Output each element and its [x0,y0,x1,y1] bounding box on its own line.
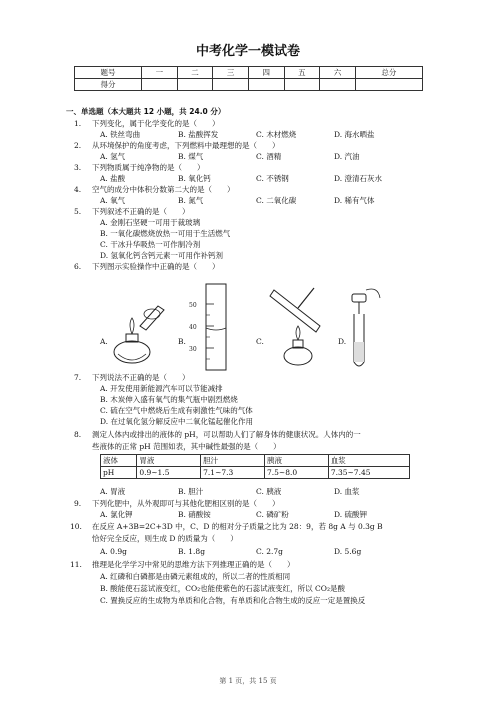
score-cell: 得分 [75,79,142,91]
score-cell: 总分 [355,67,422,79]
score-cell: 六 [320,67,356,79]
page-footer: 第 1 页，共 15 页 [219,677,277,685]
table-cell: 血浆 [328,455,409,467]
option-b: B. [178,337,186,346]
option-d: D. 汽油 [334,152,360,161]
score-cell: 二 [177,67,213,79]
score-cell: 一 [142,67,178,79]
question-number: 7. [74,373,82,382]
option-a: A. 0.9g [100,547,127,556]
option-c: C. 二氧化碳 [256,196,297,205]
option-b: B. 1.8g [178,547,206,556]
question-stem: 下列说法不正确的是（ ） [92,373,190,382]
option-d: D. 氢氧化钙含钙元素一可用作补钙剂 [100,251,224,260]
question-stem-continued: 恰好完全反应，则生成 D 的质量为（ ） [92,534,238,543]
option-d: D. 稀有气体 [334,196,375,205]
figure-a-lamp [110,296,170,368]
score-cell: 题号 [75,67,142,79]
option-d: D. 澄清石灰水 [334,174,383,183]
option-c: C. 置换反应的生成物为单质和化合物，有单质和化合物生成的反应一定是置换反 [100,596,366,605]
question-number: 9. [74,499,82,508]
figure-d-dropper [348,284,388,372]
figure-c-heating [268,286,334,370]
table-cell: 胰液 [264,455,328,467]
option-a: A. 氧气 [100,196,126,205]
option-b: B. 酸能使石蕊试液变红，CO₂也能使紫色的石蕊试液变红，所以 CO₂是酸 [100,584,345,593]
table-cell: 胆汁 [201,455,265,467]
option-c: C. 胰液 [256,487,282,496]
option-b: B. 木炭伸入盛有氧气的集气瓶中剧烈燃烧 [100,395,238,404]
option-b: B. 盐酸挥发 [178,130,219,139]
question-stem: 下列图示实验操作中正确的是（ ） [92,262,220,271]
option-b: B. 氧化钙 [178,174,211,183]
question-number: 4. [74,185,82,194]
table-cell: pH [101,467,137,479]
score-cell: 五 [284,67,320,79]
option-a: A. 胃液 [100,487,126,496]
score-cell [177,79,213,91]
question-stem: 从环境保护的角度考虑，下列燃料中最理想的是（ ） [92,141,280,150]
table-cell: 7.1~7.3 [201,467,265,479]
question-number: 8. [74,430,82,439]
option-b: B. 硝酸铵 [178,510,211,519]
option-d: D. [338,337,347,346]
question-stem: 下列化肥中，从外观即可与其他化肥相区别的是（ ） [92,499,280,508]
score-value-row [75,79,423,91]
score-cell: 四 [248,67,284,79]
option-d: D. 硫酸钾 [334,510,368,519]
ph-table [100,454,410,479]
option-d: D. 海水晒盐 [334,130,375,139]
option-b: B. 一氧化碳燃烧放热一可用于生活燃气 [100,229,231,238]
table-cell: 7.35~7.45 [328,467,409,479]
question-stem: 下列物质属于纯净物的是（ ） [92,163,205,172]
option-b: B. 煤气 [178,152,204,161]
question-stem: 测定人体内或排出的液体的 pH，可以帮助人们了解身体的健康状况。人体内的一 [92,430,361,439]
table-cell: 胃液 [137,455,201,467]
score-cell: 三 [213,67,249,79]
option-c: C. 干冰升华吸热一可作制冷剂 [100,240,201,249]
option-a: A. 盐酸 [100,174,126,183]
option-a: A. 氯化钾 [100,510,133,519]
score-cell [320,79,356,91]
option-a: A. [100,337,108,346]
figure-b-cylinder [188,282,240,374]
option-a: A. 金刚石坚硬一可用于裁玻璃 [100,218,201,227]
page-title: 中考化学一模试卷 [195,44,300,59]
option-c: C. 不锈钢 [256,174,289,183]
tick-label: 40 [189,324,197,331]
score-table [74,66,423,91]
question-stem: 在反应 A+3B=2C+3D 中，C、D 的相对分子质量之比为 28：9，若 8g A 与 0.3g B [92,522,383,531]
score-cell [284,79,320,91]
question-number: 10. [70,522,82,531]
score-cell [142,79,178,91]
score-header-row [75,67,423,79]
score-cell [355,79,422,91]
table-row [101,455,410,467]
question-number: 11. [70,560,82,569]
question-number: 1. [74,119,82,128]
option-d: D. 5.6g [334,547,362,556]
option-b: B. 胆汁 [178,487,204,496]
score-cell [213,79,249,91]
table-cell: 0.9~1.5 [137,467,201,479]
question-stem: 推理是化学学习中常见的思维方法下列推理正确的是（ ） [92,560,295,569]
option-a: A. 开发使用新能源汽车可以节能减排 [100,384,223,393]
question-stem-continued: 些液体的正常 pH 范围如表，其中碱性最强的是（ ） [92,442,281,451]
question-stem: 下列叙述不正确的是（ ） [92,207,190,216]
table-cell: 液体 [101,455,137,467]
option-a: A. 氢气 [100,152,126,161]
option-b: B. 氮气 [178,196,204,205]
section-heading: 一、单选题（本大题共 12 小题，共 24.0 分） [66,107,226,116]
option-c: C. 木材燃烧 [256,130,297,139]
option-c: C. [256,337,264,346]
question-stem: 下列变化，属于化学变化的是（ ） [92,119,220,128]
option-c: C. 磷矿粉 [256,510,289,519]
table-row [101,467,410,479]
option-a: A. 红磷和白磷都是由磷元素组成的，所以二者的性质相同 [100,572,291,581]
score-cell [248,79,284,91]
table-cell: 7.5~8.0 [264,467,328,479]
tick-label: 50 [189,302,197,309]
option-c: C. 2.7g [256,547,283,556]
option-d: D. 在过氧化氢分解反应中二氧化锰起催化作用 [100,417,254,426]
option-a: A. 铁丝弯曲 [100,130,141,139]
question-number: 6. [74,262,82,271]
question-stem: 空气的成分中体积分数第二大的是（ ） [92,185,235,194]
option-d: D. 血浆 [334,487,360,496]
option-c: C. 硫在空气中燃烧后生成有刺激性气味的气体 [100,406,253,415]
option-c: C. 酒精 [256,152,282,161]
question-number: 3. [74,163,82,172]
question-number: 5. [74,207,82,216]
question-number: 2. [74,141,82,150]
tick-label: 30 [189,346,197,353]
